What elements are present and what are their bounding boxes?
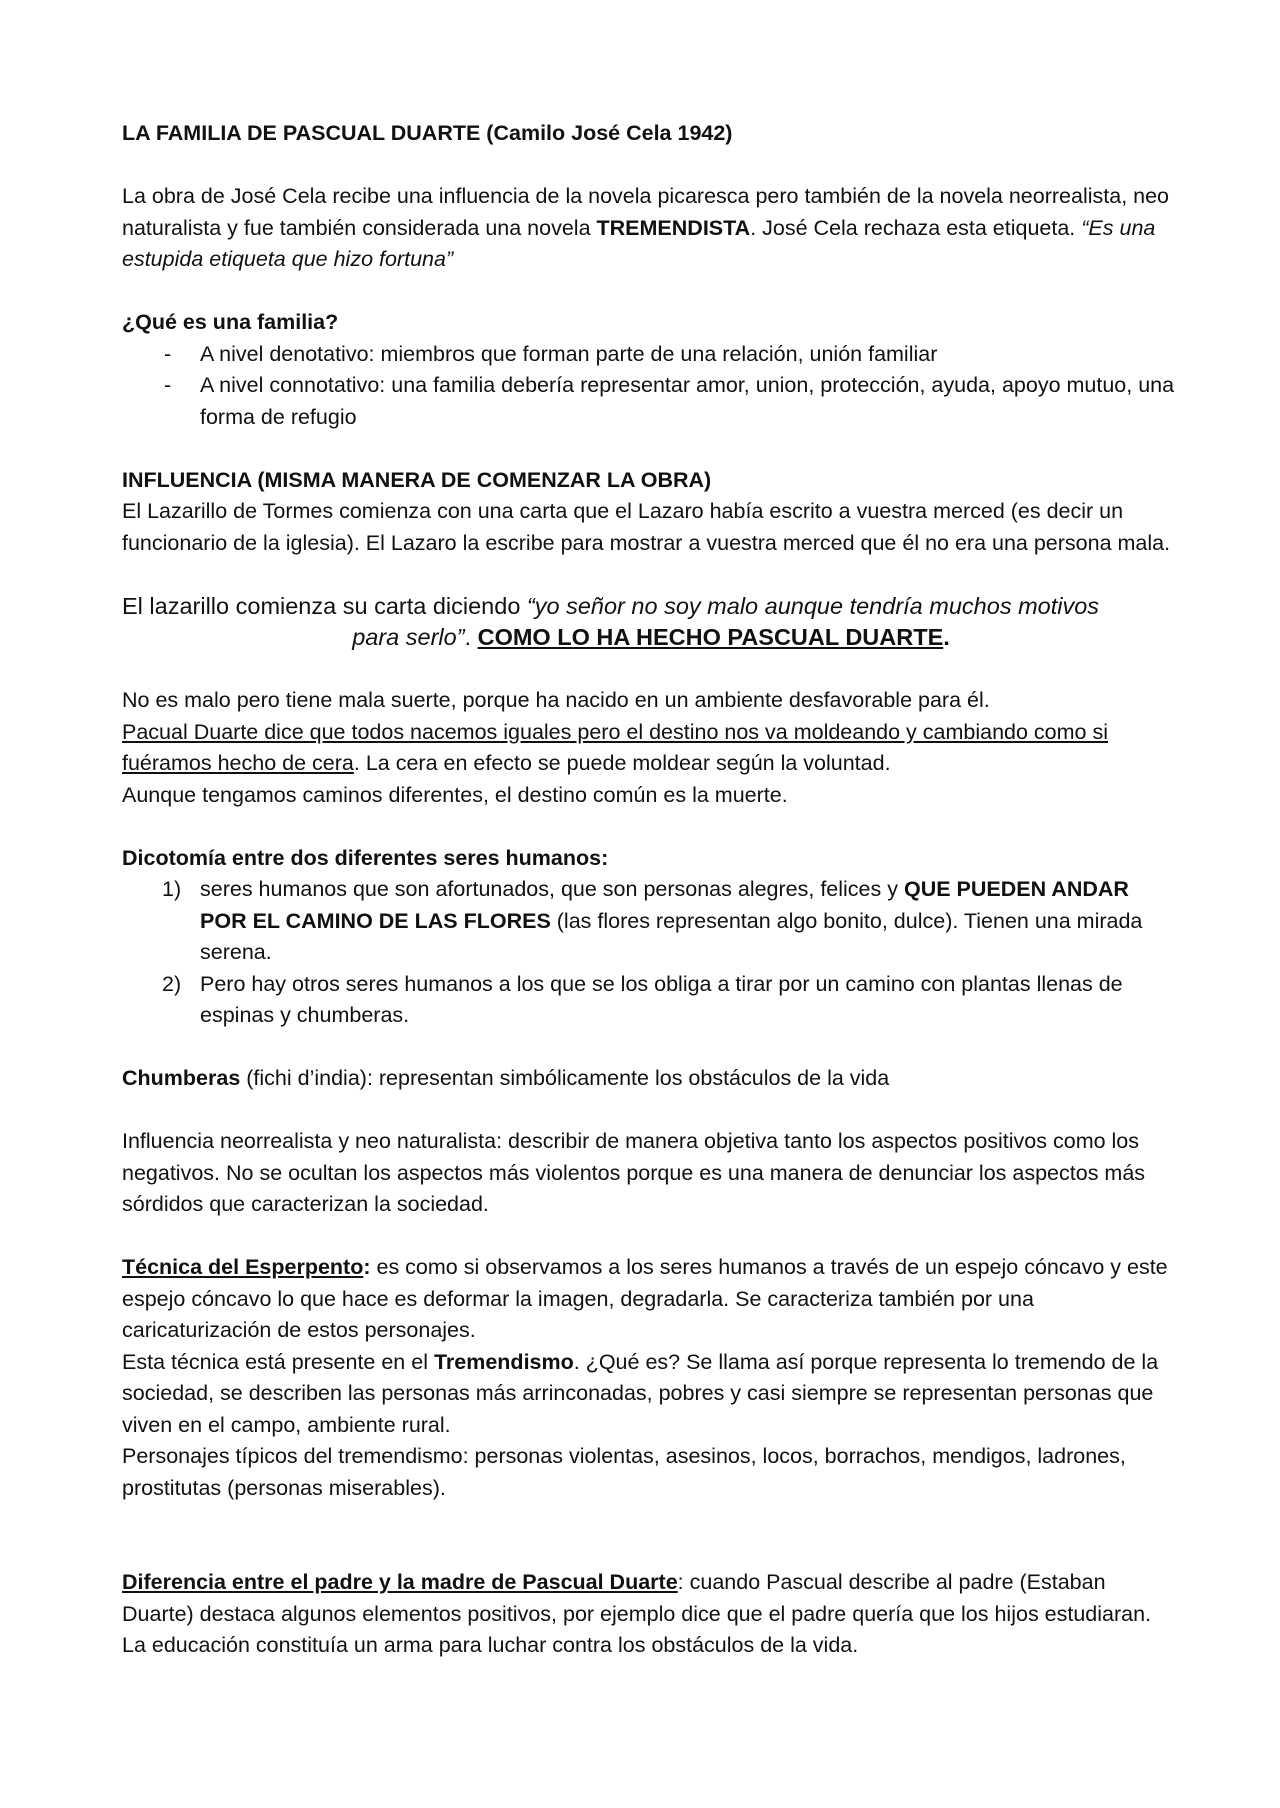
influencia-paragraph: El Lazarillo de Tormes comienza con una carta que el Lazaro había escrito a vuestra merced (es decir un funcionario de la iglesia). El Lazaro la escribe para mostrar a vuestra merced que él no era una persona mala. [122,499,1171,555]
personajes-paragraph: Personajes típicos del tremendismo: personas violentas, asesinos, locos, borrachos, mendigos, ladrones, prostitutas (personas miserables). [122,1444,1126,1500]
diferencia-paragraph: Diferencia entre el padre y la madre de Pascual Duarte: cuando Pascual describe al padre (Estaban Duarte) destaca algunos elementos positivos, por ejemplo dice que el padre quería que los hijos estudiaran. La educación constituía un arma para luchar contra los obstáculos de la vida. [122,1570,1152,1657]
list-item: - A nivel denotativo: miembros que forman parte de una relación, unión familiar [164,341,938,366]
neorrealista-paragraph: Influencia neorrealista y neo naturalista: describir de manera objetiva tanto los aspectos positivos como los negativos. No se ocultan los aspectos más violentos porque es una manera de denunciar los aspectos más sórdidos que caracterizan la sociedad. [122,1129,1146,1216]
document-title: LA FAMILIA DE PASCUAL DUARTE (Camilo José Cela 1942) [122,121,733,145]
familia-list [122,339,1180,434]
dicotomia-list [122,874,1180,1032]
malo-line-3: Aunque tengamos caminos diferentes, el destino común es la muerte. [122,782,788,807]
list-item: - A nivel connotativo: una familia debería representar amor, union, protección, ayuda, apoyo mutuo, una forma de refugio [164,373,1175,429]
intro-paragraph: La obra de José Cela recibe una influencia de la novela picaresca pero también de la novela neorrealista, neo naturalista y fue también considerada una novela TREMENDISTA. José Cela rechaza esta etiqueta. “Es una estupida etiqueta que hizo fortuna” [122,184,1170,271]
familia-heading: ¿Qué es una familia? [122,310,339,334]
malo-paragraph: Pacual Duarte dice que todos nacemos iguales pero el destino nos va moldeando y cambiando como si fuéramos hecho de cera. La cera en efecto se puede moldear según la voluntad. [122,719,1109,775]
influencia-heading: INFLUENCIA (MISMA MANERA DE COMENZAR LA OBRA) [122,467,712,492]
esperpento-paragraph: Técnica del Esperpento: es como si observamos a los seres humanos a través de un espejo cóncavo y este espejo cóncavo lo que hace es deformar la imagen, degradarla. Se caracteriza también por una caricaturización de estos personajes. [122,1255,1168,1342]
list-item: 2) Pero hay otros seres humanos a los que se los obliga a tirar por un camino con plantas llenas de espinas y chumberas. [162,971,1123,1027]
lazarillo-quote-line-2: para serlo”. COMO LO HA HECHO PASCUAL DUARTE. [352,624,950,650]
malo-line-1: No es malo pero tiene mala suerte, porque ha nacido en un ambiente desfavorable para él. [122,688,990,712]
tremendismo-paragraph: Esta técnica está presente en el Tremendismo. ¿Qué es? Se llama así porque representa lo tremendo de la sociedad, se describen las personas más arrinconadas, pobres y casi siempre se representan personas que viven en el campo, ambiente rural. [122,1349,1159,1437]
lazarillo-quote-line: El lazarillo comienza su carta diciendo “yo señor no soy malo aunque tendría muchos motivos [122,592,1100,619]
dicotomia-heading: Dicotomía entre dos diferentes seres humanos: [122,845,609,870]
list-item: 1) seres humanos que son afortunados, que son personas alegres, felices y QUE PUEDEN ANDAR POR EL CAMINO DE LAS FLORES (las flores representan algo bonito, dulce). Tienen una mirada serena. [162,877,1143,964]
chumberas-paragraph: Chumberas (fichi d’india): representan simbólicamente los obstáculos de la vida [122,1066,890,1090]
